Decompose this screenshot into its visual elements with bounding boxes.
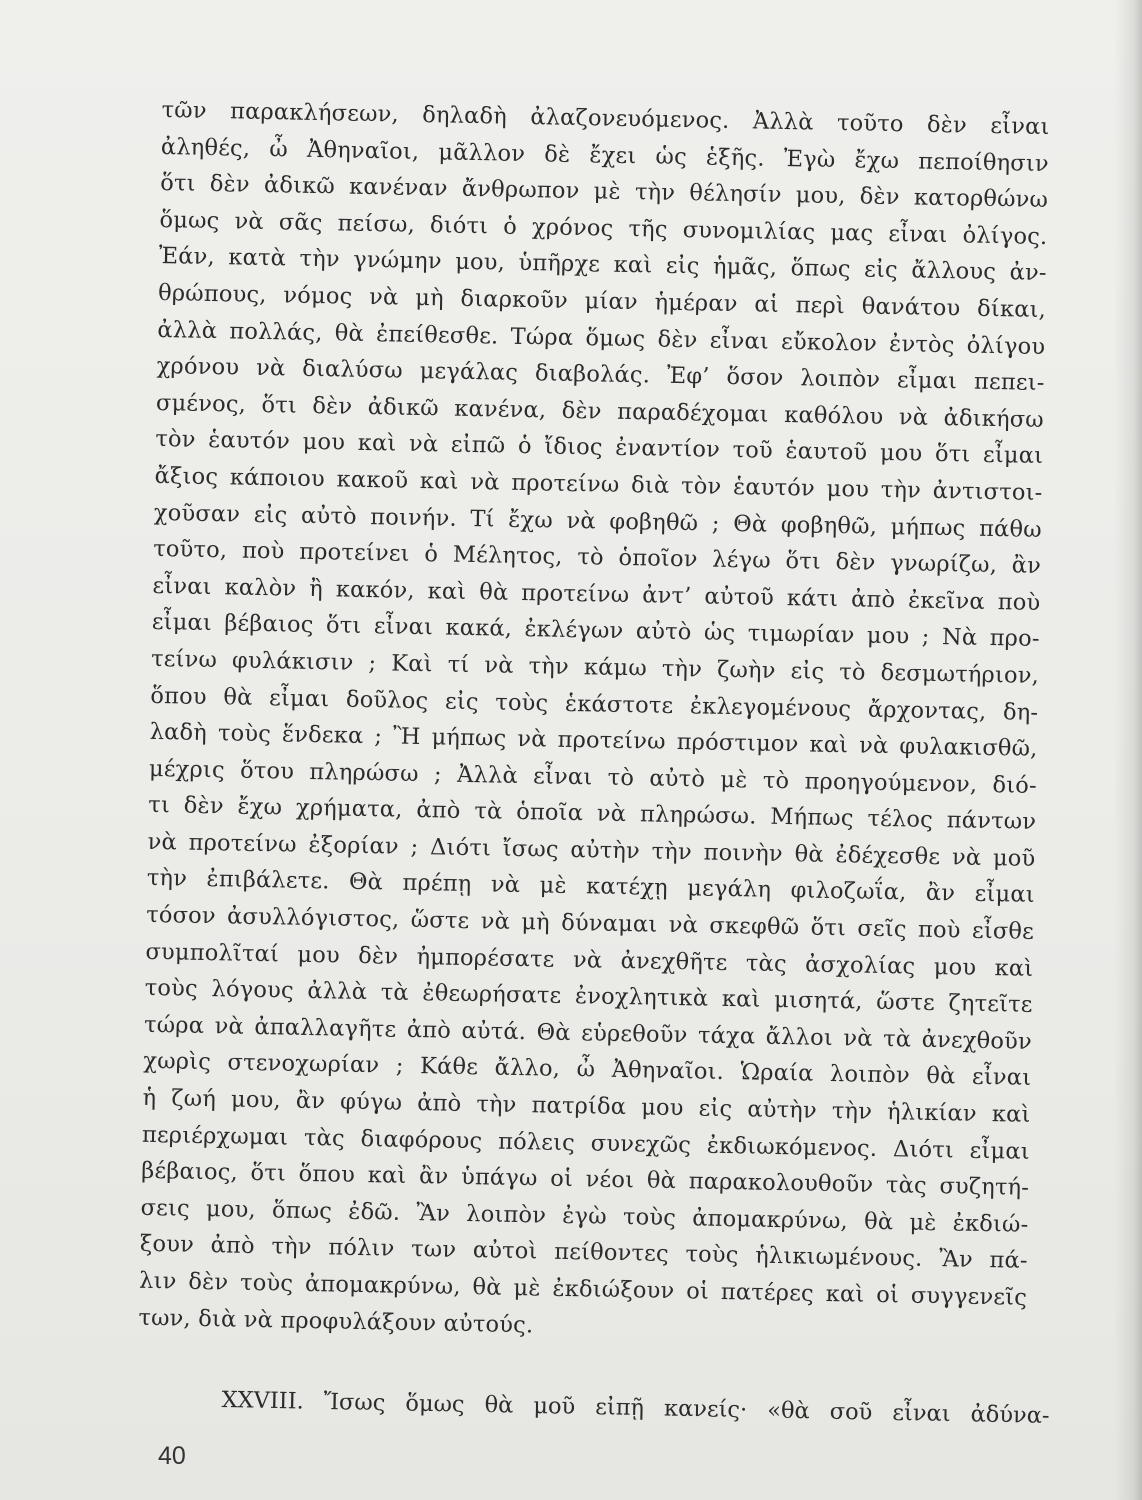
text-line: ὅτι δὲν ἀδικῶ κανέναν ἄνθρωπον μὲ τὴν θέλησίν μου, δὲν κατορθώνω [159,170,1049,214]
text-line: χωρὶς στενοχωρίαν ; Κάθε ἄλλο, ὦ Ἀθηναῖοι. Ὡραία λοιπὸν θὰ εἶναι [143,1048,1032,1092]
text-line: χρόνου νὰ διαλύσω μεγάλας διαβολάς. Ἐφ’ ὅσον λοιπὸν εἶμαι πεπει- [156,353,1045,397]
text-line: συμπολῖταί μου δὲν ἠμπορέσατε νὰ ἀνεχθῆτε τὰς ἀσχολίας μου καὶ [145,938,1034,982]
page-number: 40 [158,1442,186,1470]
text-line: λαδὴ τοὺς ἕνδεκα ; Ἢ μήπως νὰ προτείνω πρόστιμον καὶ νὰ φυλακισθῶ, [149,718,1038,763]
section-heading-line: XXVIII. Ἴσως ὅμως θὰ μοῦ εἰπῇ κανείς· «θὰ σοῦ εἶναι ἀδύνα- [221,1386,1050,1429]
text-line: θρώπους, νόμος νὰ μὴ διαρκοῦν μίαν ἡμέραν αἱ περὶ θανάτου δίκαι, [157,279,1047,323]
text-line: εἶναι καλὸν ἢ κακόν, καὶ θὰ προτείνω ἀντ’ αὐτοῦ κάτι ἀπὸ ἐκεῖνα ποὺ [152,572,1041,616]
text-line: τείνω φυλάκισιν ; Καὶ τί νὰ τὴν κάμω τὴν ζωὴν εἰς τὸ δεσμωτήριον, [150,645,1040,689]
text-line: περιέρχωμαι τὰς διαφόρους πόλεις συνεχῶς ἐκδιωκόμενος. Διότι εἶμαι [141,1121,1031,1165]
spine-shadow [1114,0,1142,1500]
text-line: τοὺς λόγους ἀλλὰ τὰ ἐθεωρήσατε ἐνοχλητικὰ καὶ μισητά, ὥστε ζητεῖτε [144,975,1033,1019]
text-line: ὅμως νὰ σᾶς πείσω, διότι ὁ χρόνος τῆς συνομιλίας μας εἶναι ὀλίγος. [159,206,1048,250]
text-line: μέχρις ὅτου πληρώσω ; Ἀλλὰ εἶναι τὸ αὐτὸ μὲ τὸ προηγούμενον, διό- [148,755,1038,799]
text-line: ἀλλὰ πολλάς, θὰ ἐπείθεσθε. Τώρα ὅμως δὲν εἶναι εὔκολον ἐντὸς ὀλίγου [157,316,1046,360]
text-line: τὸν ἑαυτόν μου καὶ νὰ εἰπῶ ὁ ἴδιος ἐναντίον τοῦ ἑαυτοῦ μου ὅτι εἶμαι [155,426,1044,470]
text-line: ἡ ζωή μου, ἂν φύγω ἀπὸ τὴν πατρίδα μου εἰς αὐτὴν τὴν ἡλικίαν καὶ [142,1084,1031,1128]
text-line: εἶμαι βέβαιος ὅτι εἶναι κακά, ἐκλέγων αὐτὸ ὡς τιμωρίαν μου ; Νὰ προ- [151,609,1040,653]
text-line: τὴν ἐπιβάλετε. Θὰ πρέπῃ νὰ μὲ κατέχῃ μεγάλη φιλοζωΐα, ἂν εἶμαι [146,865,1035,909]
text-line: λιν δὲν τοὺς ἀπομακρύνω, θὰ μὲ ἐκδιώξουν οἱ πατέρες καὶ οἱ συγγενεῖς [138,1267,1028,1311]
text-line: τῶν παρακλήσεων, δηλαδὴ ἀλαζονευόμενος. Ἀλλὰ τοῦτο δὲν εἶναι [161,96,1050,141]
text-line: τόσον ἀσυλλόγιστος, ὥστε νὰ μὴ δύναμαι νὰ σκεφθῶ ὅτι σεῖς ποὺ εἶσθε [145,901,1035,945]
text-line: σεις μου, ὅπως ἐδῶ. Ἂν λοιπὸν ἐγὼ τοὺς ἀπομακρύνω, θὰ μὲ ἐκδιώ- [140,1194,1029,1238]
text-line: τι δὲν ἔχω χρήματα, ἀπὸ τὰ ὁποῖα νὰ πληρώσω. Μήπως τέλος πάντων [148,792,1037,836]
text-line: νὰ προτείνω ἐξορίαν ; Διότι ἴσως αὐτὴν τὴν ποινὴν θὰ ἐδέχεσθε νὰ μοῦ [147,828,1036,872]
text-line: των, διὰ νὰ προφυλάξουν αὐτούς. [138,1304,534,1338]
text-line: ἀληθές, ὦ Ἀθηναῖοι, μᾶλλον δὲ ἔχει ὡς ἑξῆς. Ἐγὼ ἔχω πεποίθησιν [160,133,1050,177]
text-line: σμένος, ὅτι δὲν ἀδικῶ κανένα, δὲν παραδέχομαι καθόλου νὰ ἀδικήσω [155,389,1045,433]
text-line: χοῦσαν εἰς αὐτὸ ποινήν. Τί ἔχω νὰ φοβηθῶ ; Θὰ φοβηθῶ, μήπως πάθω [153,499,1043,543]
text-line: ὅπου θὰ εἶμαι δοῦλος εἰς τοὺς ἑκάστοτε ἐκλεγομένους ἄρχοντας, δη- [150,682,1039,726]
text-line: ἄξιος κάποιου κακοῦ καὶ νὰ προτείνω διὰ τὸν ἑαυτόν μου τὴν ἀντιστοι- [154,462,1043,506]
body-text [138,92,1050,1353]
text-line: τώρα νὰ ἀπαλλαγῆτε ἀπὸ αὐτά. Θὰ εὑρεθοῦν τάχα ἄλλοι νὰ τὰ ἀνεχθοῦν [143,1011,1033,1055]
text-line: Ἐάν, κατὰ τὴν γνώμην μου, ὑπῆρχε καὶ εἰς ἡμᾶς, ὅπως εἰς ἄλλους ἀν- [158,243,1047,287]
text-line: τοῦτο, ποὺ προτείνει ὁ Μέλητος, τὸ ὁποῖον λέγω ὅτι δὲν γνωρίζω, ἂν [152,536,1042,580]
text-line: βέβαιος, ὅτι ὅπου καὶ ἂν ὑπάγω οἱ νέοι θὰ παρακολουθοῦν τὰς συζητή- [141,1158,1030,1202]
text-line: ξουν ἀπὸ τὴν πόλιν των αὐτοὶ πείθοντες τοὺς ἡλικιωμένους. Ἂν πά- [139,1231,1028,1275]
